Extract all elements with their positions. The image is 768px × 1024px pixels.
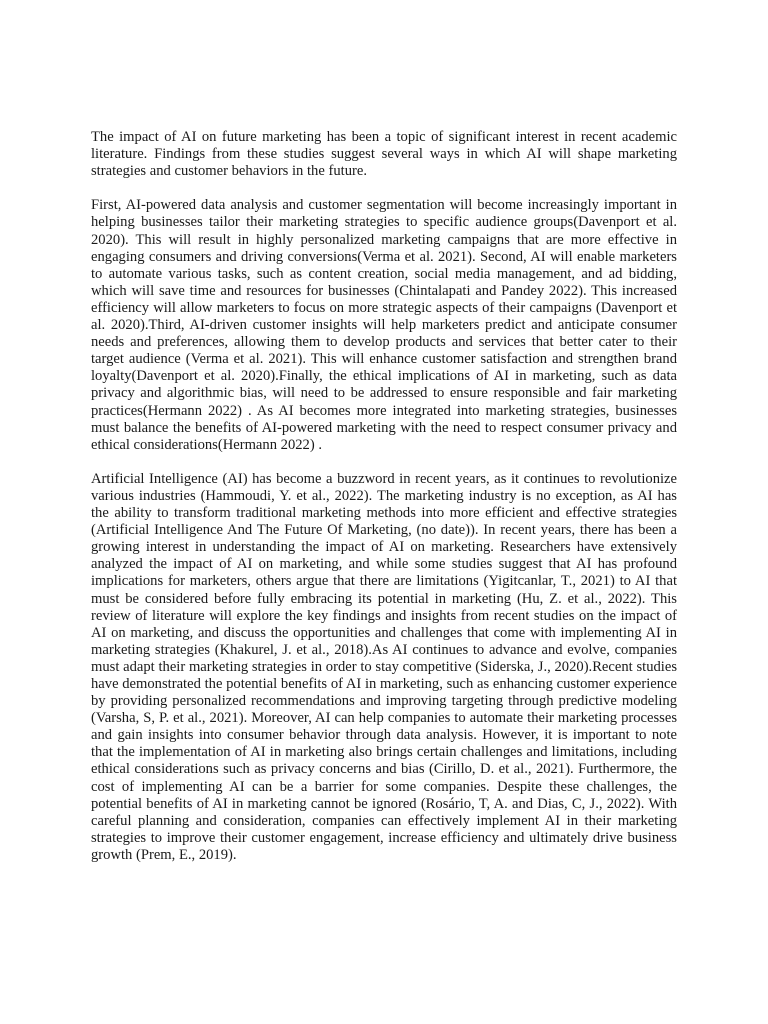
paragraph-future-trends: First, AI-powered data analysis and customer segmentation will become increasingly important in helping businesses tailor their marketing strategies to specific audience groups(Davenport et al. 2020). This will result in highly personalized marketing campaigns that are more effective in engaging consumers and driving conversions(Verma et al. 2021). Second, AI will enable marketers to automate various tasks, such as content creation, social media management, and ad bidding, which will save time and resources for businesses (Chintalapati and Pandey 2022). This increased efficiency will allow marketers to focus on more strategic aspects of their campaigns (Davenport et al. 2020).Third, AI-driven customer insights will help marketers predict and anticipate consumer needs and preferences, allowing them to develop products and services that better cater to their target audience (Verma et al. 2021). This will enhance customer satisfaction and strengthen brand loyalty(Davenport et al. 2020).Finally, the ethical implications of AI in marketing, such as data privacy and algorithmic bias, will need to be addressed to ensure responsible and fair marketing practices(Hermann 2022) . As AI becomes more integrated into marketing strategies, businesses must balance the benefits of AI-powered marketing with the need to respect consumer privacy and ethical considerations(Hermann 2022) . xyxy=(91,197,677,453)
document-body xyxy=(91,129,677,864)
paragraph-literature-review: Artificial Intelligence (AI) has become a buzzword in recent years, as it continues to revolutionize various industries (Hammoudi, Y. et al., 2022). The marketing industry is no exception, as AI has the ability to transform traditional marketing methods into more efficient and effective strategies (Artificial Intelligence And The Future Of Marketing, (no date)). In recent years, there has been a growing interest in understanding the impact of AI on marketing. Researchers have extensively analyzed the impact of AI on marketing, and while some studies suggest that AI has profound implications for marketers, others argue that there are limitations (Yigitcanlar, T., 2021) to AI that must be considered before fully embracing its potential in marketing (Hu, Z. et al., 2022). This review of literature will explore the key findings and insights from recent studies on the impact of AI on marketing, and discuss the opportunities and challenges that come with implementing AI in marketing strategies (Khakurel, J. et al., 2018).As AI continues to advance and evolve, companies must adapt their marketing strategies in order to stay competitive (Siderska, J., 2020).Recent studies have demonstrated the potential benefits of AI in marketing, such as enhancing customer experience by providing personalized recommendations and improving targeting through predictive modeling (Varsha, S, P. et al., 2021). Moreover, AI can help companies to automate their marketing processes and gain insights into consumer behavior through data analysis. However, it is important to note that the implementation of AI in marketing also brings certain challenges and limitations, including ethical considerations such as privacy concerns and bias (Cirillo, D. et al., 2021). Furthermore, the cost of implementing AI can be a barrier for some companies. Despite these challenges, the potential benefits of AI in marketing cannot be ignored (Rosário, T, A. and Dias, C, J., 2022). With careful planning and consideration, companies can effectively implement AI in their marketing strategies to improve their customer engagement, increase efficiency and ultimately drive business growth (Prem, E., 2019). xyxy=(91,470,677,863)
paragraph-intro: The impact of AI on future marketing has been a topic of significant interest in recent academic literature. Findings from these studies suggest several ways in which AI will shape marketing strategies and customer behaviors in the future. xyxy=(91,129,677,180)
